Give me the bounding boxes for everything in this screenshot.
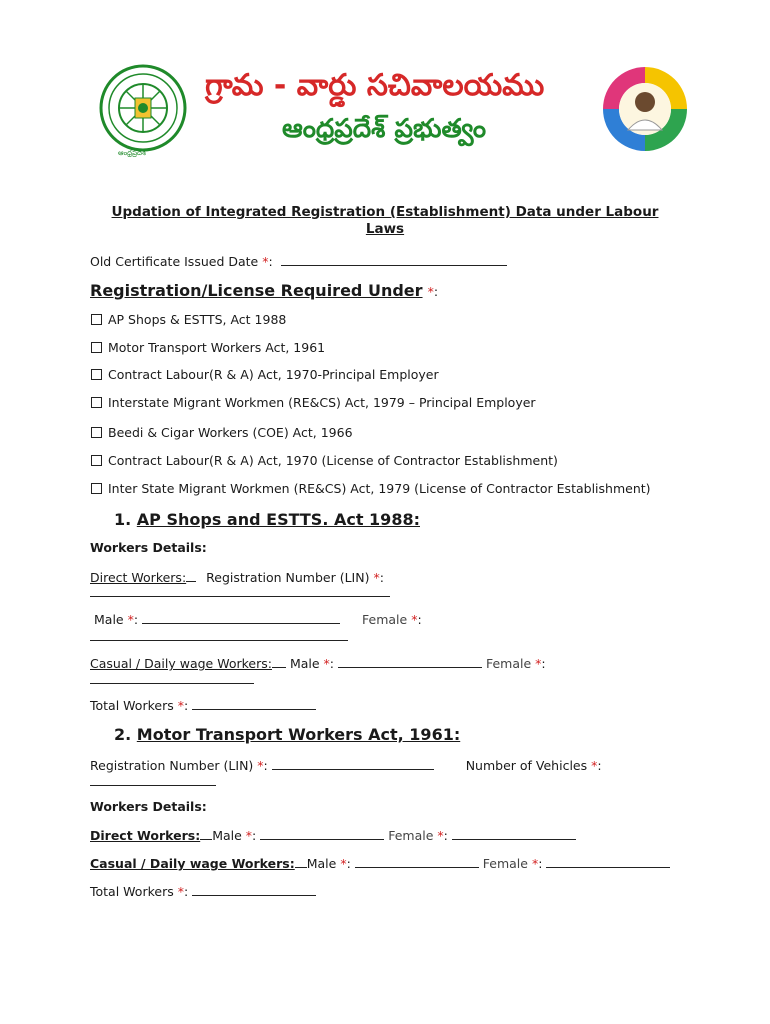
section1-direct-row: Direct Workers: Registration Number (LIN) *: <box>90 570 384 585</box>
section2-heading <box>114 725 460 744</box>
section2-casual-male-field[interactable] <box>355 855 479 868</box>
section2-workers-details: Workers Details: <box>90 799 207 814</box>
section2-vehicles-label: Number of Vehicles <box>465 758 588 773</box>
required-mark: * <box>531 856 539 871</box>
checkbox-label: Motor Transport Workers Act, 1961 <box>108 340 326 355</box>
checkbox-label: AP Shops & ESTTS, Act 1988 <box>108 312 287 327</box>
old-certificate-row: Old Certificate Issued Date *: <box>90 253 507 269</box>
checkbox-item-7[interactable] <box>91 481 651 496</box>
checkbox-label: Interstate Migrant Workmen (RE&CS) Act, 1979 – Principal Employer <box>108 395 536 410</box>
required-mark: * <box>437 828 444 843</box>
checkbox-icon[interactable] <box>91 369 102 380</box>
section1-casual-row: Casual / Daily wage Workers: Male *: Female *: <box>90 656 546 671</box>
section1-heading <box>114 510 420 529</box>
old-certificate-date-field[interactable] <box>281 253 507 266</box>
checkbox-icon[interactable] <box>91 314 102 325</box>
ap-emblem-logo <box>95 62 191 162</box>
section2-male-field[interactable] <box>260 827 384 840</box>
checkbox-item-4[interactable] <box>91 395 536 410</box>
header-title: గ్రామ - వార్డు సచివాలయము <box>205 68 545 103</box>
section1-male-field[interactable] <box>142 611 340 624</box>
section1-workers-details: Workers Details: <box>90 540 207 555</box>
section2-registration-label: Registration Number (LIN) <box>90 758 254 773</box>
required-mark: * <box>535 656 542 671</box>
section2-registration-row: Registration Number (LIN) *: Number of Vehicles *: <box>90 758 602 773</box>
required-mark: * <box>427 284 434 299</box>
section2-total-row: Total Workers *: <box>90 883 316 899</box>
section1-casual-male-field[interactable] <box>338 655 482 668</box>
navasakam-logo <box>600 62 690 156</box>
document-title <box>60 204 710 238</box>
section1-registration-field[interactable] <box>90 596 390 597</box>
section2-number: 2. <box>114 725 132 744</box>
registration-heading: Registration/License Required Under <box>90 281 423 300</box>
required-mark: * <box>177 698 184 713</box>
checkbox-item-3[interactable] <box>91 367 439 382</box>
required-mark: * <box>340 856 347 871</box>
section2-total-field[interactable] <box>192 883 316 896</box>
section2-casual-male-label: Male <box>306 856 337 871</box>
section2-female-label: Female <box>388 828 434 843</box>
section2-direct-row: Direct Workers: Male *: Female *: <box>90 827 576 843</box>
document-title-line1: Updation of Integrated Registration (Establishment) Data under Labour <box>111 204 659 220</box>
section2-direct-workers-label: Direct Workers: <box>90 828 201 843</box>
section1-total-field[interactable] <box>192 697 316 710</box>
old-certificate-label: Old Certificate Issued Date <box>90 254 259 269</box>
section1-casual-female-field[interactable] <box>90 683 254 684</box>
required-mark: * <box>591 758 598 773</box>
section2-registration-field[interactable] <box>272 757 434 770</box>
section1-direct-workers-label: Direct Workers: <box>90 570 187 585</box>
section1-total-row: Total Workers *: <box>90 697 316 713</box>
emblem-caption: ఆంధ్రప్రదేశ్ <box>118 149 146 157</box>
section1-registration-label: Registration Number (LIN) <box>206 570 370 585</box>
section2-casual-label: Casual / Daily wage Workers: <box>90 856 295 871</box>
section1-casual-male-label: Male <box>289 656 320 671</box>
section2-casual-row: Casual / Daily wage Workers: Male *: Female *: <box>90 855 670 871</box>
required-mark: * <box>373 570 380 585</box>
section1-male-female-row: Male *: Female *: <box>94 612 422 627</box>
section1-female-label: Female <box>362 612 408 627</box>
required-mark: * <box>411 612 418 627</box>
section2-casual-female-label: Female <box>482 856 528 871</box>
section2-total-label: Total Workers <box>90 884 174 899</box>
section2-casual-female-field[interactable] <box>546 855 670 868</box>
required-mark: * <box>262 254 269 269</box>
checkbox-label: Inter State Migrant Workmen (RE&CS) Act, 1979 (License of Contractor Establishment) <box>108 481 651 496</box>
checkbox-icon[interactable] <box>91 342 102 353</box>
required-mark: * <box>323 656 330 671</box>
document-title-line2: Laws <box>365 221 405 237</box>
registration-heading-row: Registration/License Required Under *: <box>90 281 439 300</box>
section2-female-field[interactable] <box>452 827 576 840</box>
checkbox-item-2[interactable] <box>91 340 325 355</box>
section1-casual-female-label: Female <box>485 656 532 671</box>
section1-title: AP Shops and ESTTS. Act 1988: <box>136 510 420 529</box>
checkbox-icon[interactable] <box>91 427 102 438</box>
checkbox-item-6[interactable] <box>91 453 558 468</box>
section2-vehicles-field[interactable] <box>90 785 216 786</box>
section1-total-label: Total Workers <box>90 698 174 713</box>
section1-number: 1. <box>114 510 132 529</box>
section1-casual-label: Casual / Daily wage Workers: <box>90 656 272 671</box>
checkbox-label: Contract Labour(R & A) Act, 1970-Principal Employer <box>108 367 439 382</box>
header-subtitle: ఆంధ్రప్రదేశ్ ప్రభుత్వం <box>282 114 487 144</box>
checkbox-icon[interactable] <box>91 483 102 494</box>
checkbox-item-1[interactable] <box>91 312 286 327</box>
checkbox-icon[interactable] <box>91 455 102 466</box>
checkbox-item-5[interactable] <box>91 425 353 440</box>
section2-title: Motor Transport Workers Act, 1961: <box>136 725 461 744</box>
required-mark: * <box>257 758 264 773</box>
section1-male-label: Male <box>94 612 124 627</box>
section1-female-field[interactable] <box>90 640 348 641</box>
required-mark: * <box>127 612 134 627</box>
checkbox-label: Beedi & Cigar Workers (COE) Act, 1966 <box>108 425 353 440</box>
checkbox-icon[interactable] <box>91 397 102 408</box>
checkbox-label: Contract Labour(R & A) Act, 1970 (License of Contractor Establishment) <box>108 453 558 468</box>
section2-male-label: Male <box>212 828 242 843</box>
required-mark: * <box>245 828 253 843</box>
required-mark: * <box>177 884 184 899</box>
